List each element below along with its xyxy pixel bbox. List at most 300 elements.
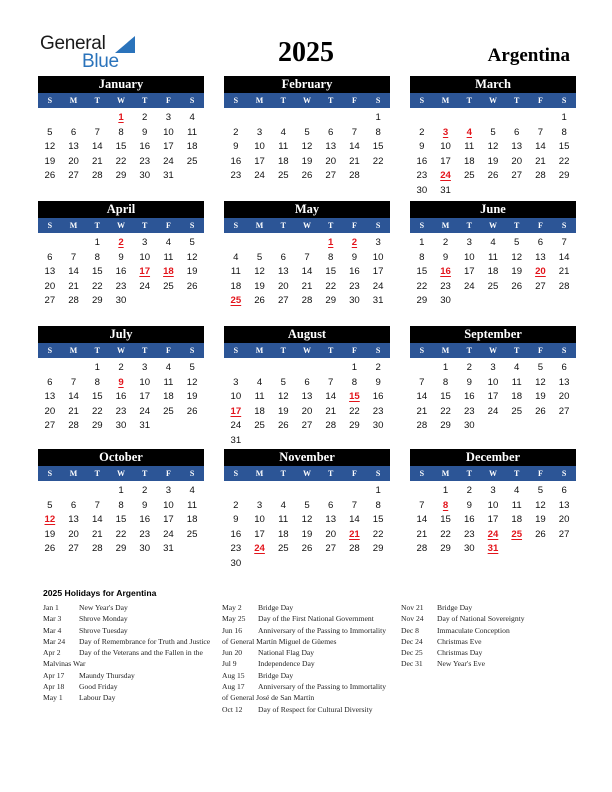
day-cell: 9 bbox=[466, 376, 472, 388]
day-cell: 15 bbox=[91, 266, 103, 277]
weekday-label: T bbox=[142, 469, 148, 478]
day-cell: 25 bbox=[186, 155, 198, 167]
day-cell: 11 bbox=[187, 499, 198, 511]
day-cell: 2 bbox=[419, 126, 425, 138]
empty-cell bbox=[410, 484, 434, 499]
empty-cell bbox=[319, 111, 343, 126]
day-cell: 12 bbox=[535, 376, 546, 388]
day-cell: 1 bbox=[419, 237, 425, 248]
day-cell: 4 bbox=[189, 112, 195, 123]
day-cell: 26 bbox=[186, 405, 198, 417]
day-cell: 30 bbox=[463, 543, 475, 554]
month-title: July bbox=[38, 326, 204, 343]
day-cell: 30 bbox=[440, 295, 451, 306]
holiday-date: Apr 2 bbox=[43, 648, 61, 658]
day-cell: 3 bbox=[142, 362, 148, 373]
weekday-label: T bbox=[514, 96, 520, 105]
day-cell: 21 bbox=[91, 528, 103, 540]
day-cell: 4 bbox=[280, 499, 286, 511]
day-cell: 19 bbox=[44, 155, 56, 167]
day-cell: 19 bbox=[535, 391, 546, 402]
weekday-header bbox=[410, 343, 576, 358]
day-cell: 7 bbox=[70, 376, 77, 388]
holiday-item bbox=[43, 692, 211, 703]
day-cell: 18 bbox=[487, 266, 499, 277]
weekday-label: S bbox=[189, 346, 195, 355]
weekday-label: S bbox=[375, 346, 381, 355]
weekday-label: S bbox=[561, 469, 567, 478]
holiday-day: 20 bbox=[535, 266, 546, 277]
weekday-label: S bbox=[561, 96, 567, 105]
day-cell: 27 bbox=[44, 295, 56, 306]
logo-text-blue: Blue bbox=[82, 51, 119, 72]
weekday-label: T bbox=[328, 221, 334, 230]
holiday-name: Bridge Day bbox=[258, 670, 294, 680]
holiday-item bbox=[401, 613, 569, 624]
weekday-label: S bbox=[419, 221, 425, 230]
day-cell: 10 bbox=[487, 499, 499, 511]
day-cell: 12 bbox=[301, 514, 313, 525]
day-cell: 7 bbox=[351, 126, 358, 138]
weekday-label: T bbox=[328, 469, 334, 478]
day-cell: 3 bbox=[165, 112, 172, 123]
day-cell: 12 bbox=[511, 251, 523, 263]
day-cell: 30 bbox=[139, 543, 151, 554]
day-grid bbox=[410, 484, 576, 557]
day-cell: 18 bbox=[254, 405, 265, 417]
weekday-label: W bbox=[488, 469, 497, 478]
holiday-day: 2 bbox=[118, 237, 124, 248]
holiday-name: Christmas Eve bbox=[437, 636, 482, 646]
day-cell: 13 bbox=[535, 251, 546, 263]
day-cell: 22 bbox=[91, 405, 103, 417]
holiday-day: 17 bbox=[139, 266, 151, 277]
day-cell: 10 bbox=[163, 499, 174, 511]
weekday-label: F bbox=[351, 469, 357, 478]
day-cell: 12 bbox=[254, 266, 265, 277]
day-cell: 8 bbox=[94, 376, 100, 388]
empty-cell bbox=[62, 236, 86, 251]
day-cell: 6 bbox=[561, 485, 567, 496]
day-cell: 5 bbox=[490, 126, 496, 138]
day-cell: 13 bbox=[325, 514, 337, 525]
weekday-label: W bbox=[116, 469, 125, 478]
day-cell: 4 bbox=[165, 362, 172, 373]
month-march bbox=[410, 76, 576, 198]
weekday-label: M bbox=[441, 469, 450, 478]
weekday-header bbox=[224, 466, 390, 481]
weekday-label: F bbox=[165, 346, 171, 355]
day-cell: 1 bbox=[351, 362, 358, 373]
day-cell: 5 bbox=[280, 376, 286, 388]
weekday-label: T bbox=[466, 469, 472, 478]
day-cell: 13 bbox=[68, 514, 79, 525]
weekday-label: W bbox=[488, 96, 497, 105]
empty-cell bbox=[271, 484, 295, 499]
day-cell: 21 bbox=[558, 266, 570, 277]
day-cell: 5 bbox=[47, 499, 53, 511]
day-cell: 19 bbox=[186, 391, 198, 402]
day-cell: 27 bbox=[68, 543, 79, 554]
holiday-date: May 1 bbox=[43, 693, 63, 703]
day-cell: 31 bbox=[139, 420, 151, 431]
day-cell: 3 bbox=[256, 126, 263, 138]
weekday-label: F bbox=[351, 346, 357, 355]
holiday-item bbox=[43, 681, 211, 692]
day-cell: 3 bbox=[466, 237, 472, 248]
day-cell: 25 bbox=[277, 170, 289, 181]
day-cell: 15 bbox=[416, 266, 428, 277]
day-cell: 17 bbox=[139, 391, 151, 402]
day-cell: 1 bbox=[442, 362, 449, 373]
day-cell: 15 bbox=[372, 514, 384, 525]
holiday-name: National Flag Day bbox=[258, 648, 315, 658]
empty-cell bbox=[85, 111, 109, 126]
day-cell: 24 bbox=[372, 280, 384, 292]
weekday-label: W bbox=[302, 469, 311, 478]
day-cell: 4 bbox=[490, 237, 496, 248]
day-cell: 15 bbox=[115, 141, 127, 152]
day-cell: 19 bbox=[254, 280, 265, 292]
month-april bbox=[38, 201, 204, 309]
holiday-name: Bridge Day bbox=[437, 603, 473, 612]
day-grid bbox=[410, 361, 576, 434]
day-cell: 22 bbox=[325, 280, 337, 292]
day-cell: 9 bbox=[142, 499, 148, 511]
weekday-label: T bbox=[94, 469, 100, 478]
day-cell: 8 bbox=[375, 499, 381, 511]
weekday-label: S bbox=[375, 469, 381, 478]
day-cell: 25 bbox=[254, 420, 265, 431]
day-cell: 28 bbox=[325, 420, 337, 431]
day-cell: 28 bbox=[349, 543, 360, 554]
day-cell: 21 bbox=[68, 280, 79, 292]
holiday-item bbox=[401, 625, 569, 636]
month-may bbox=[224, 201, 390, 309]
day-grid bbox=[224, 361, 390, 448]
holiday-date: Mar 3 bbox=[43, 614, 62, 624]
holiday-item bbox=[401, 658, 569, 669]
day-cell: 23 bbox=[463, 528, 475, 540]
weekday-label: F bbox=[537, 96, 543, 105]
holiday-item bbox=[222, 625, 390, 648]
holiday-date: Apr 17 bbox=[43, 670, 65, 680]
day-cell: 11 bbox=[511, 376, 522, 388]
month-august bbox=[224, 326, 390, 448]
day-cell: 6 bbox=[280, 251, 286, 263]
day-cell: 28 bbox=[301, 295, 313, 306]
day-cell: 25 bbox=[163, 405, 174, 417]
day-cell: 7 bbox=[419, 376, 425, 388]
weekday-label: M bbox=[255, 96, 264, 105]
weekday-header bbox=[224, 343, 390, 358]
day-cell: 9 bbox=[233, 514, 239, 525]
day-cell: 20 bbox=[558, 391, 570, 402]
holiday-date: Jan 1 bbox=[43, 603, 59, 612]
weekday-label: M bbox=[69, 346, 78, 355]
holiday-item bbox=[401, 602, 569, 613]
day-cell: 7 bbox=[94, 499, 100, 511]
day-cell: 5 bbox=[537, 485, 544, 496]
day-cell: 7 bbox=[351, 499, 358, 511]
day-cell: 24 bbox=[139, 405, 151, 417]
empty-cell bbox=[457, 111, 481, 126]
holiday-day: 17 bbox=[230, 405, 242, 417]
weekday-label: M bbox=[255, 346, 264, 355]
day-cell: 27 bbox=[558, 405, 570, 417]
holiday-day: 3 bbox=[442, 126, 449, 138]
day-cell: 18 bbox=[511, 514, 523, 525]
empty-cell bbox=[224, 361, 248, 376]
day-cell: 20 bbox=[68, 528, 79, 540]
day-cell: 2 bbox=[375, 362, 381, 373]
weekday-label: S bbox=[419, 469, 425, 478]
weekday-label: M bbox=[69, 469, 78, 478]
day-cell: 4 bbox=[256, 376, 263, 388]
day-cell: 13 bbox=[301, 391, 313, 402]
day-cell: 8 bbox=[328, 251, 334, 263]
day-grid bbox=[224, 236, 390, 309]
day-cell: 22 bbox=[440, 528, 451, 540]
day-cell: 28 bbox=[91, 170, 103, 181]
empty-cell bbox=[410, 111, 434, 126]
month-title: February bbox=[224, 76, 390, 93]
weekday-label: F bbox=[351, 96, 357, 105]
day-cell: 6 bbox=[70, 126, 77, 138]
day-cell: 10 bbox=[254, 514, 265, 525]
day-cell: 22 bbox=[115, 528, 127, 540]
day-cell: 11 bbox=[278, 514, 289, 525]
day-cell: 18 bbox=[511, 391, 523, 402]
day-cell: 16 bbox=[139, 514, 151, 525]
holiday-date: Jun 20 bbox=[222, 648, 243, 658]
month-january bbox=[38, 76, 204, 184]
holiday-item bbox=[43, 602, 211, 613]
day-cell: 7 bbox=[70, 251, 77, 263]
holiday-date: Oct 12 bbox=[222, 704, 243, 714]
day-cell: 19 bbox=[301, 155, 313, 167]
day-cell: 27 bbox=[301, 420, 313, 431]
day-cell: 10 bbox=[372, 251, 384, 263]
day-cell: 17 bbox=[254, 528, 265, 540]
holiday-date: Dec 25 bbox=[401, 648, 423, 658]
empty-cell bbox=[62, 484, 86, 499]
day-cell: 13 bbox=[511, 141, 523, 152]
holiday-date: May 25 bbox=[222, 614, 246, 624]
weekday-label: T bbox=[466, 96, 472, 105]
holiday-column bbox=[401, 602, 569, 670]
day-cell: 28 bbox=[68, 420, 79, 431]
holiday-item bbox=[43, 647, 211, 670]
day-grid bbox=[224, 111, 390, 184]
empty-cell bbox=[295, 111, 319, 126]
holiday-date: Jul 9 bbox=[222, 659, 237, 669]
day-cell: 6 bbox=[514, 126, 520, 138]
holiday-item bbox=[222, 602, 390, 613]
empty-cell bbox=[434, 111, 458, 126]
weekday-label: M bbox=[69, 221, 78, 230]
day-cell: 6 bbox=[47, 376, 53, 388]
holiday-item bbox=[222, 613, 390, 624]
day-cell: 8 bbox=[118, 499, 124, 511]
empty-cell bbox=[505, 111, 529, 126]
day-cell: 11 bbox=[187, 126, 198, 138]
holiday-name: Bridge Day bbox=[258, 603, 294, 612]
holiday-day: 24 bbox=[440, 170, 451, 181]
day-cell: 29 bbox=[325, 295, 337, 306]
empty-cell bbox=[224, 236, 248, 251]
holiday-item bbox=[222, 658, 390, 669]
day-cell: 24 bbox=[163, 528, 174, 540]
weekday-label: F bbox=[351, 221, 357, 230]
weekday-label: S bbox=[419, 96, 425, 105]
weekday-label: W bbox=[302, 346, 311, 355]
weekday-label: S bbox=[47, 96, 53, 105]
day-cell: 23 bbox=[139, 155, 151, 167]
month-december bbox=[410, 449, 576, 557]
weekday-label: T bbox=[466, 346, 472, 355]
weekday-header bbox=[38, 218, 204, 233]
day-cell: 10 bbox=[139, 376, 151, 388]
day-cell: 8 bbox=[419, 251, 425, 263]
holiday-date: Apr 18 bbox=[43, 682, 65, 692]
weekday-label: S bbox=[561, 346, 567, 355]
weekday-label: F bbox=[537, 346, 543, 355]
day-cell: 21 bbox=[349, 155, 360, 167]
month-october bbox=[38, 449, 204, 557]
day-cell: 28 bbox=[349, 170, 360, 181]
day-cell: 7 bbox=[537, 126, 544, 138]
day-cell: 16 bbox=[230, 528, 242, 540]
holiday-name: Labour Day bbox=[79, 693, 116, 703]
holiday-item bbox=[222, 704, 390, 715]
day-cell: 3 bbox=[233, 376, 239, 388]
day-cell: 1 bbox=[375, 485, 381, 496]
day-cell: 13 bbox=[325, 141, 337, 152]
day-cell: 30 bbox=[416, 184, 428, 196]
day-cell: 11 bbox=[511, 499, 522, 511]
day-cell: 5 bbox=[514, 237, 520, 248]
day-cell: 9 bbox=[442, 251, 449, 263]
day-cell: 4 bbox=[514, 362, 520, 373]
empty-cell bbox=[271, 111, 295, 126]
weekday-label: S bbox=[47, 469, 53, 478]
day-cell: 11 bbox=[278, 141, 289, 152]
day-cell: 27 bbox=[511, 170, 523, 181]
day-cell: 3 bbox=[142, 237, 148, 248]
weekday-label: M bbox=[441, 96, 450, 105]
month-title: September bbox=[410, 326, 576, 343]
day-cell: 12 bbox=[186, 251, 198, 263]
day-cell: 10 bbox=[163, 126, 174, 138]
day-cell: 3 bbox=[256, 499, 263, 511]
day-cell: 23 bbox=[139, 528, 151, 540]
weekday-label: T bbox=[94, 221, 100, 230]
day-cell: 22 bbox=[372, 155, 384, 167]
holiday-date: Jun 16 bbox=[222, 625, 243, 635]
day-cell: 16 bbox=[416, 155, 428, 167]
day-cell: 31 bbox=[230, 434, 242, 446]
day-cell: 28 bbox=[558, 280, 570, 292]
day-cell: 23 bbox=[230, 543, 242, 554]
day-cell: 15 bbox=[91, 391, 103, 402]
month-june bbox=[410, 201, 576, 309]
day-cell: 18 bbox=[230, 280, 242, 292]
day-cell: 16 bbox=[230, 155, 242, 167]
day-cell: 12 bbox=[44, 141, 56, 152]
day-cell: 22 bbox=[558, 155, 570, 167]
holiday-name: Immaculate Conception bbox=[437, 625, 510, 635]
month-title: March bbox=[410, 76, 576, 93]
day-cell: 7 bbox=[561, 237, 567, 248]
day-cell: 12 bbox=[277, 391, 289, 402]
empty-cell bbox=[248, 111, 272, 126]
day-cell: 14 bbox=[416, 514, 428, 525]
day-cell: 16 bbox=[372, 391, 384, 402]
holiday-name: Anniversary of the Passing to Immortality of General José de San Martín bbox=[222, 682, 387, 703]
weekday-label: T bbox=[514, 346, 520, 355]
day-cell: 20 bbox=[277, 280, 289, 292]
holiday-item bbox=[43, 625, 211, 636]
holiday-name: Maundy Thursday bbox=[79, 670, 135, 680]
weekday-label: M bbox=[441, 221, 450, 230]
day-cell: 30 bbox=[115, 420, 127, 431]
weekday-label: W bbox=[116, 221, 125, 230]
empty-cell bbox=[248, 484, 272, 499]
weekday-label: F bbox=[537, 469, 543, 478]
day-cell: 9 bbox=[118, 251, 124, 263]
day-cell: 9 bbox=[419, 141, 425, 152]
day-cell: 28 bbox=[91, 543, 103, 554]
weekday-label: W bbox=[116, 346, 125, 355]
weekday-label: S bbox=[561, 221, 567, 230]
day-cell: 16 bbox=[463, 391, 475, 402]
empty-cell bbox=[295, 484, 319, 499]
day-cell: 3 bbox=[375, 237, 381, 248]
day-cell: 21 bbox=[416, 405, 428, 417]
day-cell: 20 bbox=[44, 405, 56, 417]
weekday-label: T bbox=[466, 221, 472, 230]
holiday-name: New Year's Eve bbox=[437, 659, 485, 669]
day-cell: 22 bbox=[372, 528, 384, 540]
day-cell: 15 bbox=[558, 141, 570, 152]
weekday-label: F bbox=[165, 469, 171, 478]
day-cell: 14 bbox=[349, 514, 360, 525]
day-cell: 20 bbox=[301, 405, 313, 417]
weekday-label: W bbox=[116, 96, 125, 105]
day-cell: 29 bbox=[416, 295, 428, 306]
day-cell: 25 bbox=[487, 280, 499, 292]
day-cell: 1 bbox=[442, 485, 449, 496]
weekday-header bbox=[410, 93, 576, 108]
weekday-label: S bbox=[189, 221, 195, 230]
month-november bbox=[224, 449, 390, 571]
day-cell: 12 bbox=[487, 141, 499, 152]
day-cell: 24 bbox=[230, 420, 242, 431]
day-cell: 20 bbox=[44, 280, 56, 292]
day-cell: 6 bbox=[70, 499, 77, 511]
day-cell: 19 bbox=[487, 155, 499, 167]
day-cell: 13 bbox=[277, 266, 289, 277]
day-cell: 19 bbox=[277, 405, 289, 417]
empty-cell bbox=[224, 111, 248, 126]
holiday-day: 25 bbox=[511, 528, 523, 540]
day-cell: 6 bbox=[561, 362, 567, 373]
day-cell: 17 bbox=[163, 141, 174, 152]
day-cell: 11 bbox=[230, 266, 241, 277]
empty-cell bbox=[529, 111, 553, 126]
holiday-item bbox=[43, 670, 211, 681]
